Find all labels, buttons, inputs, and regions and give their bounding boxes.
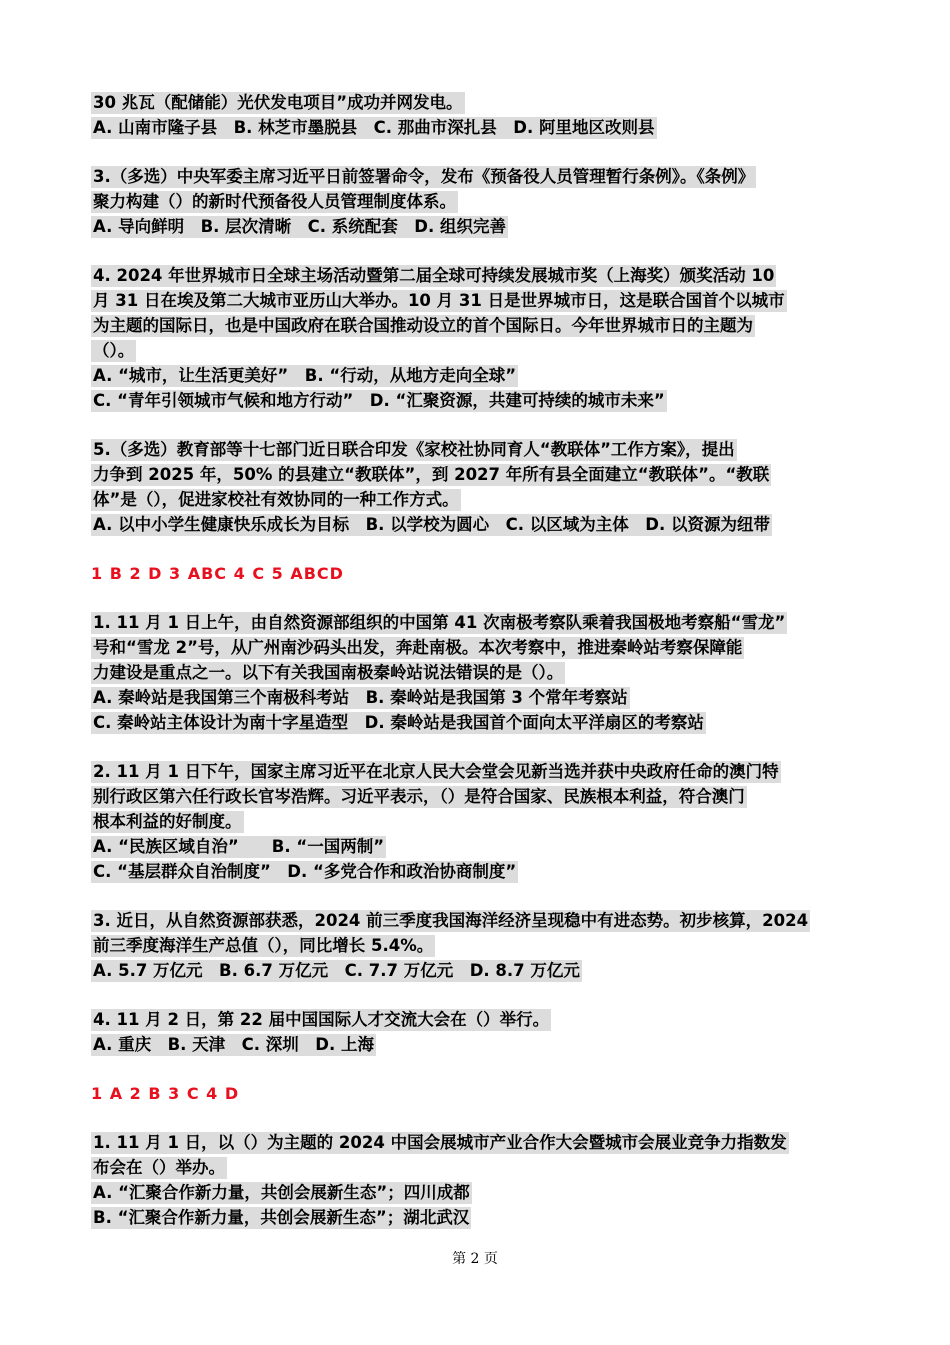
question-block bbox=[91, 759, 866, 884]
line-text: 聚力构建（）的新时代预备役人员管理制度体系。 bbox=[93, 192, 456, 211]
question-line bbox=[91, 1007, 866, 1032]
question-line bbox=[91, 1155, 866, 1180]
block-spacer bbox=[91, 140, 866, 164]
line-text: 别行政区第六任行政长官岑浩辉。习近平表示，（）是符合国家、民族根本利益，符合澳门 bbox=[93, 787, 745, 806]
question-block bbox=[91, 263, 866, 413]
question-line bbox=[91, 263, 866, 288]
question-line bbox=[91, 512, 866, 537]
line-text: （）。 bbox=[93, 341, 135, 360]
block-spacer bbox=[91, 1106, 866, 1130]
line-text: C. “基层群众自治制度” D. “多党合作和政治协商制度” bbox=[93, 862, 517, 881]
line-text: 30 兆瓦（配储能）光伏发电项目”成功并网发电。 bbox=[93, 93, 463, 112]
answer-key-block bbox=[91, 1081, 866, 1106]
answer-key-line bbox=[91, 561, 866, 586]
line-text: A. 以中小学生健康快乐成长为目标 B. 以学校为圆心 C. 以区域为主体 D. 以资源为纽带 bbox=[93, 515, 771, 534]
question-line bbox=[91, 1130, 866, 1155]
line-text: C. 秦岭站主体设计为南十字星造型 D. 秦岭站是我国首个面向太平洋扇区的考察站 bbox=[93, 713, 704, 732]
line-text: 为主题的国际日，也是中国政府在联合国推动设立的首个国际日。今年世界城市日的主题为 bbox=[93, 316, 753, 335]
question-line bbox=[91, 313, 866, 338]
question-block bbox=[91, 1130, 866, 1230]
line-text: A. “城市，让生活更美好” B. “行动，从地方走向全球” bbox=[93, 366, 517, 385]
question-line bbox=[91, 685, 866, 710]
line-text: 力争到 2025 年，50% 的县建立“教联体”，到 2027 年所有县全面建立“教联体”。“教联 bbox=[93, 465, 770, 484]
line-text: 根本利益的好制度。 bbox=[93, 812, 242, 831]
line-text: C. “青年引领城市气候和地方行动” D. “汇聚资源，共建可持续的城市未来” bbox=[93, 391, 665, 410]
question-block bbox=[91, 437, 866, 537]
question-block bbox=[91, 908, 866, 983]
question-line bbox=[91, 462, 866, 487]
question-block bbox=[91, 164, 866, 239]
line-text: 3. 近日，从自然资源部获悉，2024 前三季度我国海洋经济呈现稳中有进态势。初步核算，2024 bbox=[93, 911, 809, 930]
line-text: A. 5.7 万亿元 B. 6.7 万亿元 C. 7.7 万亿元 D. 8.7 万亿元 bbox=[93, 961, 580, 980]
block-spacer bbox=[91, 586, 866, 610]
page-number: 第 2 页 bbox=[452, 1251, 498, 1267]
line-text: B. “汇聚合作新力量，共创会展新生态”；湖北武汉 bbox=[93, 1208, 470, 1227]
line-text: 3.（多选）中央军委主席习近平日前签署命令，发布《预备役人员管理暂行条例》。《条例》 bbox=[93, 167, 755, 186]
question-line bbox=[91, 784, 866, 809]
question-line bbox=[91, 189, 866, 214]
page-content bbox=[91, 90, 866, 1230]
line-text: 布会在（）举办。 bbox=[93, 1158, 225, 1177]
question-line bbox=[91, 1032, 866, 1057]
question-line bbox=[91, 487, 866, 512]
question-block bbox=[91, 90, 866, 140]
question-line bbox=[91, 214, 866, 239]
line-text: 力建设是重点之一。以下有关我国南极秦岭站说法错误的是（）。 bbox=[93, 663, 564, 682]
line-text: 号和“雪龙 2”号，从广州南沙码头出发，奔赴南极。本次考察中，推进秦岭站考察保障能 bbox=[93, 638, 743, 657]
question-line bbox=[91, 115, 866, 140]
block-spacer bbox=[91, 537, 866, 561]
block-spacer bbox=[91, 1057, 866, 1081]
line-text: 1. 11 月 1 日上午，由自然资源部组织的中国第 41 次南极考察队乘着我国极地考察船“雪龙” bbox=[93, 613, 786, 632]
question-line bbox=[91, 834, 866, 859]
question-line bbox=[91, 933, 866, 958]
question-line bbox=[91, 958, 866, 983]
question-line bbox=[91, 90, 866, 115]
line-text: A. 重庆 B. 天津 C. 深圳 D. 上海 bbox=[93, 1035, 375, 1054]
line-text: 4. 11 月 2 日，第 22 届中国国际人才交流大会在（）举行。 bbox=[93, 1010, 550, 1029]
question-line bbox=[91, 610, 866, 635]
block-spacer bbox=[91, 239, 866, 263]
line-text: 1 A 2 B 3 C 4 D bbox=[91, 1084, 240, 1103]
question-line bbox=[91, 759, 866, 784]
line-text: 前三季度海洋生产总值（），同比增长 5.4%。 bbox=[93, 936, 434, 955]
line-text: 2. 11 月 1 日下午，国家主席习近平在北京人民大会堂会见新当选并获中央政府任命的澳门特 bbox=[93, 762, 779, 781]
question-line bbox=[91, 859, 866, 884]
question-block bbox=[91, 1007, 866, 1057]
question-line bbox=[91, 1205, 866, 1230]
question-line bbox=[91, 809, 866, 834]
answer-key-line bbox=[91, 1081, 866, 1106]
question-line bbox=[91, 1180, 866, 1205]
line-text: A. “民族区域自治” B. “一国两制” bbox=[93, 837, 385, 856]
block-spacer bbox=[91, 884, 866, 908]
line-text: A. 山南市隆子县 B. 林芝市墨脱县 C. 那曲市深扎县 D. 阿里地区改则县 bbox=[93, 118, 655, 137]
answer-key-block bbox=[91, 561, 866, 586]
question-line bbox=[91, 710, 866, 735]
question-line bbox=[91, 635, 866, 660]
block-spacer bbox=[91, 983, 866, 1007]
line-text: 4. 2024 年世界城市日全球主场活动暨第二届全球可持续发展城市奖（上海奖）颁奖活动 10 bbox=[93, 266, 775, 285]
question-line bbox=[91, 908, 866, 933]
question-line bbox=[91, 660, 866, 685]
line-text: 月 31 日在埃及第二大城市亚历山大举办。10 月 31 日是世界城市日，这是联合国首个以城市 bbox=[93, 291, 785, 310]
question-block bbox=[91, 610, 866, 735]
line-text: A. 导向鲜明 B. 层次清晰 C. 系统配套 D. 组织完善 bbox=[93, 217, 507, 236]
line-text: A. “汇聚合作新力量，共创会展新生态”；四川成都 bbox=[93, 1183, 470, 1202]
line-text: 5.（多选）教育部等十七部门近日联合印发《家校社协同育人“教联体”工作方案》，提出 bbox=[93, 440, 735, 459]
question-line bbox=[91, 388, 866, 413]
block-spacer bbox=[91, 413, 866, 437]
question-line bbox=[91, 288, 866, 313]
question-line bbox=[91, 437, 866, 462]
line-text: A. 秦岭站是我国第三个南极科考站 B. 秦岭站是我国第 3 个常年考察站 bbox=[93, 688, 628, 707]
question-line bbox=[91, 363, 866, 388]
line-text: 体”是（），促进家校社有效协同的一种工作方式。 bbox=[93, 490, 459, 509]
question-line bbox=[91, 338, 866, 363]
line-text: 1. 11 月 1 日，以（）为主题的 2024 中国会展城市产业合作大会暨城市会展业竞争力指数发 bbox=[93, 1133, 787, 1152]
line-text: 1 B 2 D 3 ABC 4 C 5 ABCD bbox=[91, 564, 344, 583]
block-spacer bbox=[91, 735, 866, 759]
question-line bbox=[91, 164, 866, 189]
